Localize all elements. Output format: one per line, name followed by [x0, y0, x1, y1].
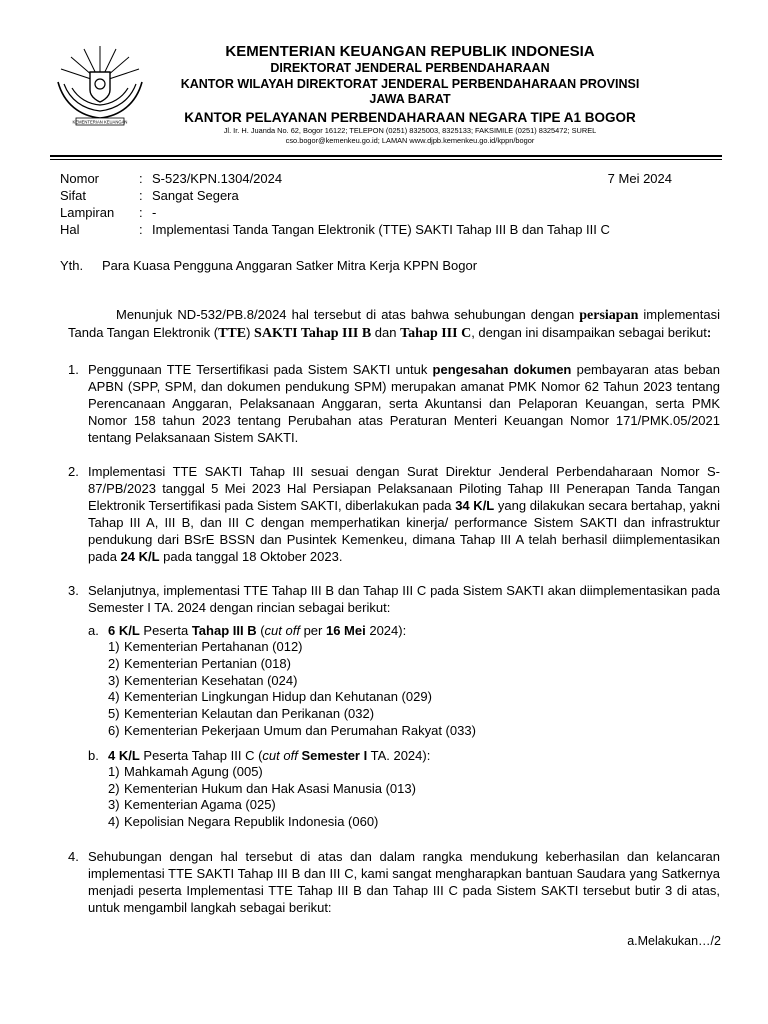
- ministry-emblem-logo: [50, 42, 150, 128]
- letterhead-divider: [50, 155, 722, 160]
- intro-paragraph: Menunjuk ND-532/PB.8/2024 hal tersebut di atas bahwa sehubungan dengan persiapan implementasi Tanda Tangan Elektronik (TTE) SAKTI Tahap III B dan Tahap III C, dengan ini disampaikan sebagai berikut:: [68, 307, 720, 341]
- list-item-2: 2. Implementasi TTE SAKTI Tahap III sesuai dengan Surat Direktur Jenderal Perbendaharaan Nomor S-87/PB/2023 tanggal 5 Mei 2023 Hal Persiapan Pelaksanaan Piloting Tahap III Penerapan Tanda Tangan Elektronik Tersertifikasi pada Sistem SAKTI, diberlakukan pada 34 K/L yang dilakukan secara bertahap, yakni Tahap III A, III B, dan III C dengan memperhatikan kinerja/ performance Sistem SAKTI dan infrastruktur pendukung dari BSrE BSSN dan Pusintek Kemenkeu, dimana Tahap III A telah berhasil diimplementasikan pada 24 K/L pada tanggal 18 Oktober 2023.: [68, 464, 720, 564]
- letterhead: [150, 43, 670, 146]
- logo-caption: KEMENTERIAN KEUANGAN: [72, 119, 128, 125]
- sub-item-b: b. 4 K/L Peserta Tahap III C (cut off Semester I TA. 2024): 1) Mahkamah Agung (005) 2) Kementerian Hukum dan Hak Asasi Manusia (013) 3) Kementerian Agama (025) 4) Kepolisian Negara Republik Indonesia (060): [88, 747, 720, 831]
- letter-number: S-523/KPN.1304/2024: [152, 171, 283, 186]
- letter-body: [68, 306, 720, 933]
- letter-subject: Implementasi Tanda Tangan Elektronik (TTE) SAKTI Tahap III B dan Tahap III C: [152, 222, 610, 237]
- list-item: 3) Kementerian Kesehatan (024): [108, 672, 298, 688]
- letter-priority: Sangat Segera: [152, 188, 239, 203]
- list-item: 4) Kepolisian Negara Republik Indonesia (060): [108, 814, 379, 830]
- main-list: [68, 361, 720, 916]
- regional-office: KANTOR WILAYAH DIREKTORAT JENDERAL PERBENDAHARAAN PROVINSI: [180, 76, 640, 91]
- meta-lampiran: Lampiran : -: [60, 204, 680, 221]
- list-item: 4) Kementerian Lingkungan Hidup dan Kehutanan (029): [108, 689, 432, 705]
- list-item: 5) Kementerian Kelautan dan Perikanan (032): [108, 706, 375, 722]
- list-item-1: 1. Penggunaan TTE Tersertifikasi pada Sistem SAKTI untuk pengesahan dokumen pembayaran atas beban APBN (SPP, SPM, dan dokumen pendukung SPM) merupakan amanat PMK Nomor 62 Tahun 2023 tentang Perencanaan Anggaran, Pelaksanaan Anggaran, serta Akuntansi dan Pelaporan Keuangan, serta PMK Nomor 158 tahun 2023 tentang Perubahan atas Peraturan Menteri Keuangan Nomor 171/PMK.05/2021 tentang Pelaksanaan Sistem SAKTI.: [68, 362, 721, 445]
- list-item: 1) Mahkamah Agung (005): [108, 763, 263, 779]
- list-item-3: 3. Selanjutnya, implementasi TTE Tahap III B dan Tahap III C pada Sistem SAKTI akan diimplementasikan pada Semester I TA. 2024 dengan rincian sebagai berikut: a. 6 K/L Peserta Tahap III B (cut off per 16 Mei 2024): 1) Kementerian Pertahanan (012) 2) Kementerian Pertanian (018) 3) Kementerian Kesehatan (024) 4) Kementerian Lingkungan Hidup dan Kehutanan (029) 5) Kementerian Kelautan dan Perikanan (032) 6) Kementerian Pekerjaan Umum dan Perumahan Rakyat (033) b. 4 K/L Peserta Tahap III C (cut off Semester I TA. 2024): 1) Mahkamah Agung (005) 2) Kementerian Hukum dan Hak Asasi Manusia (013) 3) Kementerian Agama (025) 4) Kepolisian Negara Republik Indonesia (060): [68, 583, 720, 830]
- province: JAWA BARAT: [369, 92, 451, 106]
- sub-list: [88, 622, 720, 831]
- ministry-list-b: [108, 764, 720, 831]
- addressee: Yth. Para Kuasa Pengguna Anggaran Satker Mitra Kerja KPPN Bogor: [60, 258, 478, 273]
- list-item: 2) Kementerian Pertanian (018): [108, 655, 291, 671]
- list-item: 1) Kementerian Pertahanan (012): [108, 639, 303, 654]
- list-item-4: 4. Sehubungan dengan hal tersebut di atas dan dalam rangka mendukung keberhasilan dan kelancaran implementasi TTE SAKTI Tahap III B dan III C, kami sangat mengharapkan bantuan Saudara yang Satkernya menjadi peserta Implementasi TTE Tahap III B dan Tahap III C pada Sistem SAKTI tersebut butir 3 di atas, untuk mengambil langkah sebagai berikut:: [68, 848, 720, 915]
- meta-hal: Hal : Implementasi Tanda Tangan Elektronik (TTE) SAKTI Tahap III B dan Tahap III C: [60, 221, 680, 238]
- list-item: 6) Kementerian Pekerjaan Umum dan Perumahan Rakyat (033): [108, 722, 476, 738]
- addressee-value: Para Kuasa Pengguna Anggaran Satker Mitra Kerja KPPN Bogor: [102, 258, 478, 273]
- directorate-general: DIREKTORAT JENDERAL PERBENDAHARAAN: [270, 61, 550, 75]
- next-page-reference: a.Melakukan…/2: [627, 934, 721, 948]
- letter-date: 7 Mei 2024: [607, 171, 672, 186]
- sub-item-a: a. 6 K/L Peserta Tahap III B (cut off per 16 Mei 2024): 1) Kementerian Pertahanan (012) 2) Kementerian Pertanian (018) 3) Kementerian Kesehatan (024) 4) Kementerian Lingkungan Hidup dan Kehutanan (029) 5) Kementerian Kelautan dan Perikanan (032) 6) Kementerian Pekerjaan Umum dan Perumahan Rakyat (033): [88, 622, 720, 740]
- address-line-1: Jl. Ir. H. Juanda No. 62, Bogor 16122; TELEPON (0251) 8325003, 8325133; FAKSIMILE (0251) 8325472; SUREL: [223, 125, 597, 135]
- ministry-name: KEMENTERIAN KEUANGAN REPUBLIK INDONESIA: [225, 43, 595, 60]
- service-office: KANTOR PELAYANAN PERBENDAHARAAN NEGARA TIPE A1 BOGOR: [184, 109, 636, 125]
- address-line-2: cso.bogor@kemenkeu.go.id; LAMAN www.djpb.kemenkeu.go.id/kppn/bogor: [285, 135, 535, 145]
- letter-attachment: -: [152, 205, 157, 220]
- meta-sifat: Sifat : Sangat Segera: [60, 187, 680, 204]
- letter-meta: [60, 170, 680, 238]
- list-item: 2) Kementerian Hukum dan Hak Asasi Manusia (013): [108, 780, 416, 796]
- ministry-list-a: [108, 639, 720, 740]
- list-item: 3) Kementerian Agama (025): [108, 797, 276, 813]
- meta-nomor: Nomor : S-523/KPN.1304/2024: [60, 170, 680, 187]
